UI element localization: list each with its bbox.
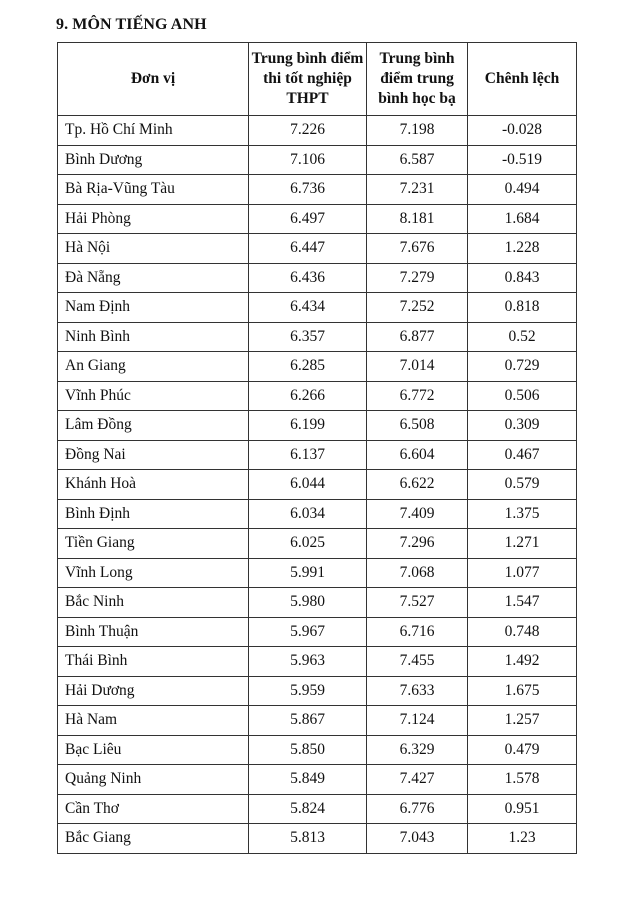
cell-exam-average: 6.285 <box>249 352 367 382</box>
table-row <box>58 381 577 411</box>
cell-transcript-average: 6.716 <box>367 617 468 647</box>
table-row <box>58 116 577 146</box>
cell-difference: 0.467 <box>468 440 577 470</box>
cell-exam-average: 7.226 <box>249 116 367 146</box>
cell-difference: 0.494 <box>468 175 577 205</box>
cell-unit: Hà Nam <box>58 706 249 736</box>
header-row <box>58 43 577 116</box>
cell-difference: 1.077 <box>468 558 577 588</box>
header-difference: Chênh lệch <box>468 43 577 116</box>
cell-exam-average: 6.137 <box>249 440 367 470</box>
cell-transcript-average: 6.772 <box>367 381 468 411</box>
table-row <box>58 234 577 264</box>
cell-difference: 0.818 <box>468 293 577 323</box>
table-row <box>58 617 577 647</box>
cell-exam-average: 5.980 <box>249 588 367 618</box>
header-transcript-average: Trung bình điểm trung bình học bạ <box>367 43 468 116</box>
cell-transcript-average: 7.676 <box>367 234 468 264</box>
table-row <box>58 676 577 706</box>
cell-difference: 1.547 <box>468 588 577 618</box>
cell-exam-average: 5.959 <box>249 676 367 706</box>
cell-difference: 0.309 <box>468 411 577 441</box>
table-row <box>58 470 577 500</box>
cell-unit: Bình Dương <box>58 145 249 175</box>
cell-transcript-average: 6.776 <box>367 794 468 824</box>
cell-exam-average: 5.991 <box>249 558 367 588</box>
table-row <box>58 529 577 559</box>
header-unit: Đơn vị <box>58 43 249 116</box>
cell-unit: Thái Bình <box>58 647 249 677</box>
cell-unit: Lâm Đồng <box>58 411 249 441</box>
cell-unit: An Giang <box>58 352 249 382</box>
cell-transcript-average: 7.633 <box>367 676 468 706</box>
table-row <box>58 706 577 736</box>
cell-exam-average: 5.850 <box>249 735 367 765</box>
cell-difference: 0.729 <box>468 352 577 382</box>
cell-transcript-average: 7.124 <box>367 706 468 736</box>
table-row <box>58 145 577 175</box>
cell-unit: Đà Nẵng <box>58 263 249 293</box>
table-row <box>58 440 577 470</box>
table-row <box>58 647 577 677</box>
cell-difference: 1.492 <box>468 647 577 677</box>
cell-unit: Bắc Ninh <box>58 588 249 618</box>
cell-exam-average: 6.497 <box>249 204 367 234</box>
cell-difference: 1.375 <box>468 499 577 529</box>
cell-unit: Hà Nội <box>58 234 249 264</box>
cell-difference: 1.675 <box>468 676 577 706</box>
cell-unit: Vĩnh Phúc <box>58 381 249 411</box>
table-row <box>58 824 577 854</box>
cell-exam-average: 5.967 <box>249 617 367 647</box>
cell-exam-average: 6.736 <box>249 175 367 205</box>
cell-transcript-average: 6.877 <box>367 322 468 352</box>
cell-transcript-average: 7.409 <box>367 499 468 529</box>
cell-exam-average: 5.813 <box>249 824 367 854</box>
cell-transcript-average: 7.231 <box>367 175 468 205</box>
cell-exam-average: 6.357 <box>249 322 367 352</box>
cell-transcript-average: 8.181 <box>367 204 468 234</box>
table-row <box>58 411 577 441</box>
cell-exam-average: 5.849 <box>249 765 367 795</box>
cell-exam-average: 6.044 <box>249 470 367 500</box>
cell-unit: Vĩnh Long <box>58 558 249 588</box>
cell-transcript-average: 7.527 <box>367 588 468 618</box>
cell-difference: -0.519 <box>468 145 577 175</box>
cell-difference: 0.748 <box>468 617 577 647</box>
cell-transcript-average: 6.622 <box>367 470 468 500</box>
cell-exam-average: 6.034 <box>249 499 367 529</box>
cell-transcript-average: 7.427 <box>367 765 468 795</box>
cell-difference: 1.257 <box>468 706 577 736</box>
cell-difference: 0.52 <box>468 322 577 352</box>
cell-difference: 1.23 <box>468 824 577 854</box>
cell-difference: 0.506 <box>468 381 577 411</box>
cell-difference: 0.951 <box>468 794 577 824</box>
cell-unit: Hải Dương <box>58 676 249 706</box>
table-row <box>58 263 577 293</box>
cell-unit: Đồng Nai <box>58 440 249 470</box>
cell-unit: Khánh Hoà <box>58 470 249 500</box>
cell-unit: Tiền Giang <box>58 529 249 559</box>
cell-difference: 1.684 <box>468 204 577 234</box>
cell-difference: 1.271 <box>468 529 577 559</box>
cell-unit: Cần Thơ <box>58 794 249 824</box>
cell-transcript-average: 7.014 <box>367 352 468 382</box>
cell-transcript-average: 6.604 <box>367 440 468 470</box>
table-row <box>58 735 577 765</box>
table-row <box>58 558 577 588</box>
cell-difference: -0.028 <box>468 116 577 146</box>
table-body <box>58 116 577 854</box>
cell-exam-average: 6.025 <box>249 529 367 559</box>
cell-transcript-average: 7.279 <box>367 263 468 293</box>
cell-exam-average: 6.434 <box>249 293 367 323</box>
table-row <box>58 175 577 205</box>
cell-transcript-average: 6.587 <box>367 145 468 175</box>
cell-unit: Bắc Giang <box>58 824 249 854</box>
section-heading: 9. MÔN TIẾNG ANH <box>56 16 207 33</box>
cell-transcript-average: 7.198 <box>367 116 468 146</box>
cell-unit: Ninh Bình <box>58 322 249 352</box>
table-row <box>58 293 577 323</box>
cell-unit: Quảng Ninh <box>58 765 249 795</box>
header-exam-average: Trung bình điểm thi tốt nghiệp THPT <box>249 43 367 116</box>
cell-exam-average: 5.824 <box>249 794 367 824</box>
cell-exam-average: 5.963 <box>249 647 367 677</box>
cell-unit: Bình Định <box>58 499 249 529</box>
table-row <box>58 499 577 529</box>
cell-transcript-average: 6.508 <box>367 411 468 441</box>
cell-unit: Hải Phòng <box>58 204 249 234</box>
table-row <box>58 765 577 795</box>
cell-unit: Bình Thuận <box>58 617 249 647</box>
cell-transcript-average: 7.068 <box>367 558 468 588</box>
cell-transcript-average: 7.252 <box>367 293 468 323</box>
table-row <box>58 588 577 618</box>
cell-difference: 1.578 <box>468 765 577 795</box>
cell-exam-average: 6.199 <box>249 411 367 441</box>
cell-exam-average: 6.436 <box>249 263 367 293</box>
cell-difference: 0.579 <box>468 470 577 500</box>
cell-exam-average: 6.266 <box>249 381 367 411</box>
cell-difference: 0.843 <box>468 263 577 293</box>
table-row <box>58 352 577 382</box>
cell-exam-average: 7.106 <box>249 145 367 175</box>
cell-unit: Tp. Hồ Chí Minh <box>58 116 249 146</box>
table-row <box>58 204 577 234</box>
cell-transcript-average: 7.296 <box>367 529 468 559</box>
cell-exam-average: 6.447 <box>249 234 367 264</box>
cell-transcript-average: 6.329 <box>367 735 468 765</box>
cell-unit: Bạc Liêu <box>58 735 249 765</box>
cell-difference: 1.228 <box>468 234 577 264</box>
cell-transcript-average: 7.455 <box>367 647 468 677</box>
cell-unit: Bà Rịa-Vũng Tàu <box>58 175 249 205</box>
cell-unit: Nam Định <box>58 293 249 323</box>
table-header <box>58 43 577 116</box>
table-row <box>58 322 577 352</box>
cell-transcript-average: 7.043 <box>367 824 468 854</box>
cell-exam-average: 5.867 <box>249 706 367 736</box>
cell-difference: 0.479 <box>468 735 577 765</box>
table-row <box>58 794 577 824</box>
scores-table <box>57 42 577 854</box>
